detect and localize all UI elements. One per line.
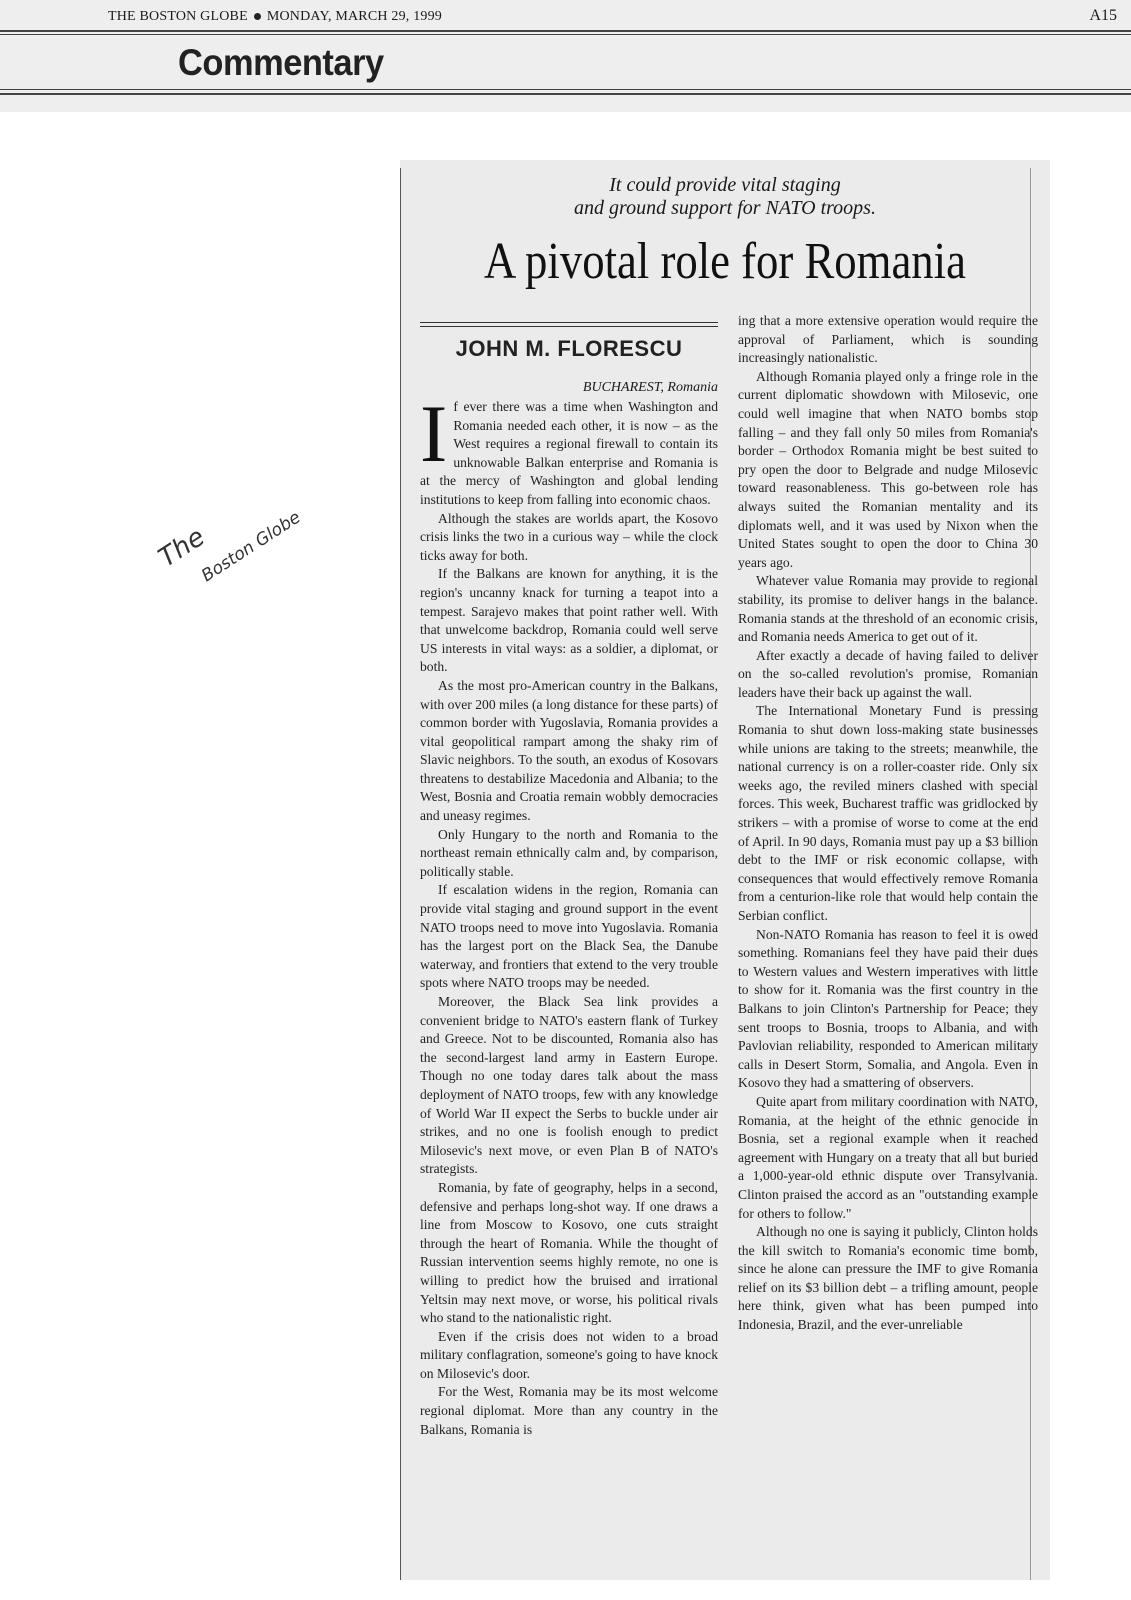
paragraph: If the Balkans are known for anything, it is the region's uncanny knack for turning a teapot into a tempest. Sarajevo makes that point rather well. With that unwelcome backdrop, Romania could well serve US interests in vital ways: as a soldier, a diplomat, or both. xyxy=(420,566,718,675)
paragraph: If escalation widens in the region, Romania can provide vital staging and ground support in the event NATO troops need to move into Yugoslavia. Romania has the largest port on the Black Sea, the Danube waterway, and frontiers that extend to the very trouble spots where NATO troops may be needed. xyxy=(420,882,718,991)
drop-cap: I xyxy=(420,398,448,479)
issue-date: MONDAY, MARCH 29, 1999 xyxy=(266,9,442,24)
masthead xyxy=(0,0,1131,112)
paragraph: Non-NATO Romania has reason to feel it is owed something. Romanians feel they have paid their dues to Western values and Western imperatives with little to show for it. Romania was the first country in the Balkans to join Clinton's Partnership for Peace; they sent troops to Bosnia, troops to Albania, and with Pavlovian reliability, responded to American military calls in Desert Storm, Somalia, and Angola. Even in Kosovo they had a smattering of observers. xyxy=(738,926,1038,1091)
masthead-rule-top-thin xyxy=(0,34,1131,35)
paragraph: Whatever value Romania may provide to regional stability, its promise to deliver hangs in the balance. Romania stands at the threshold of an economic crisis, and Romania needs America to get out of it. xyxy=(738,573,1038,645)
article-dateline: BUCHAREST, Romania xyxy=(582,380,718,395)
article-column-2 xyxy=(738,312,1038,1574)
article-headline: A pivotal role for Romania xyxy=(484,233,966,290)
paragraph: As the most pro-American country in the Balkans, with over 200 miles (a long distance for these parts) of common border with Yugoslavia, Romania provides a vital geopolitical rampart among the shaky rim of Slavic neighbors. To the south, an exodus of Kosovars threatens to destabilize Macedonia and Albania; to the West, Bosnia and Croatia remain wobbly democracies and uneasy regimes. xyxy=(420,677,718,824)
paragraph: Quite apart from military coordination with NATO, Romania, at the height of the ethnic genocide in Bosnia, set a regional example when it reached agreement with Hungary on a treaty that all but buried a 1,000-year-old ethnic dispute over Transylvania. Clinton praised the accord as an "outstanding example for others to follow." xyxy=(738,1093,1038,1221)
handwritten-line-1: The xyxy=(153,522,211,574)
paragraph: After exactly a decade of having failed to deliver on the so-called revolution's promise, Romanian leaders have their back up against the wall. xyxy=(738,647,1038,700)
article-column-1 xyxy=(420,398,718,1574)
masthead-rule-bottom xyxy=(0,93,1131,95)
page-number: A15 xyxy=(1089,7,1117,24)
paragraph: Romania, by fate of geography, helps in a second, defensive and perhaps long-shot way. If one draws a line from Moscow to Kosovo, one cuts straight through the heart of Romania. While the thought of Russian intervention seems highly remote, no one is willing to predict how the bruised and irrational Yeltsin may next move, or worse, his political rivals who stand to the nationalistic right. xyxy=(420,1179,718,1326)
masthead-rule-top xyxy=(0,30,1131,32)
byline-rule-top xyxy=(420,322,718,323)
paragraph: Even if the crisis does not widen to a broad military conflagration, someone's going to have knock on Milosevic's door. xyxy=(420,1328,718,1381)
paragraph: ing that a more extensive operation would require the approval of Parliament, which is sounding increasingly nationalistic. xyxy=(738,313,1038,366)
deck-line-2: and ground support for NATO troops. xyxy=(574,197,876,219)
paragraph: Although Romania played only a fringe role in the current diplomatic showdown with Milosevic, one could well imagine that when NATO bombs stop falling – and they fall only 50 miles from Romania's border – Orthodox Romania might be best suited to pry open the door to Belgrade and nudge Milosevic toward reasonableness. This go-between role has always suited the Romanian mentality and its diplomats well, and it was used by Nixon when the United States sought to open the door to China 30 years ago. xyxy=(738,368,1038,570)
section-title: Commentary xyxy=(178,42,384,83)
handwritten-note xyxy=(148,447,350,632)
paragraph: Only Hungary to the north and Romania to the northeast remain ethnically calm and, by comparison, politically stable. xyxy=(420,826,718,879)
paragraph-text: f ever there was a time when Washington and Romania needed each other, it is now – as the West requires a regional firewall to contain its unknowable Balkan enterprise and Romania is at the mercy of Washington and global lending institutions to keep from falling into economic chaos. xyxy=(420,399,718,507)
paragraph: Although the stakes are worlds apart, the Kosovo crisis links the two in a curious way – while the clock ticks away for both. xyxy=(420,510,718,563)
paper-name: THE BOSTON GLOBE xyxy=(108,9,248,24)
deck-line-1: It could provide vital staging xyxy=(609,174,841,196)
paragraph xyxy=(420,398,718,510)
bullet-icon xyxy=(254,13,261,20)
article-byline: JOHN M. FLORESCU xyxy=(455,336,683,361)
handwritten-line-2: Boston Globe xyxy=(198,507,305,587)
masthead-paper-date xyxy=(108,9,442,25)
paragraph: The International Monetary Fund is pressing Romania to shut down loss-making state businesses while unions are taking to the streets; meanwhile, the national currency is on a roller-coaster ride. Only six weeks ago, the reviled miners clashed with special forces. This week, Bucharest traffic was gridlocked by strikers – with a promise of worse to come at the end of April. In 90 days, Romania must pay up a $3 billion debt to the IMF or risk economic collapse, with consequences that would effectively remove Romania from a centurion-like role that would help contain the Serbian conflict. xyxy=(738,703,1038,923)
clipping-left-rule xyxy=(400,168,401,1580)
article-deck xyxy=(420,174,1030,220)
paragraph: Moreover, the Black Sea link provides a convenient bridge to NATO's eastern flank of Turkey and Greece. Not to be discounted, Romania also has the second-largest land army in Eastern Europe. Though no one today dares talk about the mass deployment of NATO troops, few with any knowledge of World War II expect the Serbs to buckle under air strikes, and no one is foolish enough to predict Milosevic's next move, or even Plan B of NATO's strategists. xyxy=(420,994,718,1177)
paragraph: Although no one is saying it publicly, Clinton holds the kill switch to Romania's economic time bomb, since he alone can pressure the IMF to give Romania relief on its $3 billion debt – a trifling amount, people here think, given what has been pumped into Indonesia, Brazil, and the ever-unreliable xyxy=(738,1224,1038,1333)
byline-rule-bottom xyxy=(420,326,718,327)
masthead-rule-bottom-thin xyxy=(0,89,1131,90)
paragraph: For the West, Romania may be its most welcome regional diplomat. More than any country in the Balkans, Romania is xyxy=(420,1384,718,1437)
